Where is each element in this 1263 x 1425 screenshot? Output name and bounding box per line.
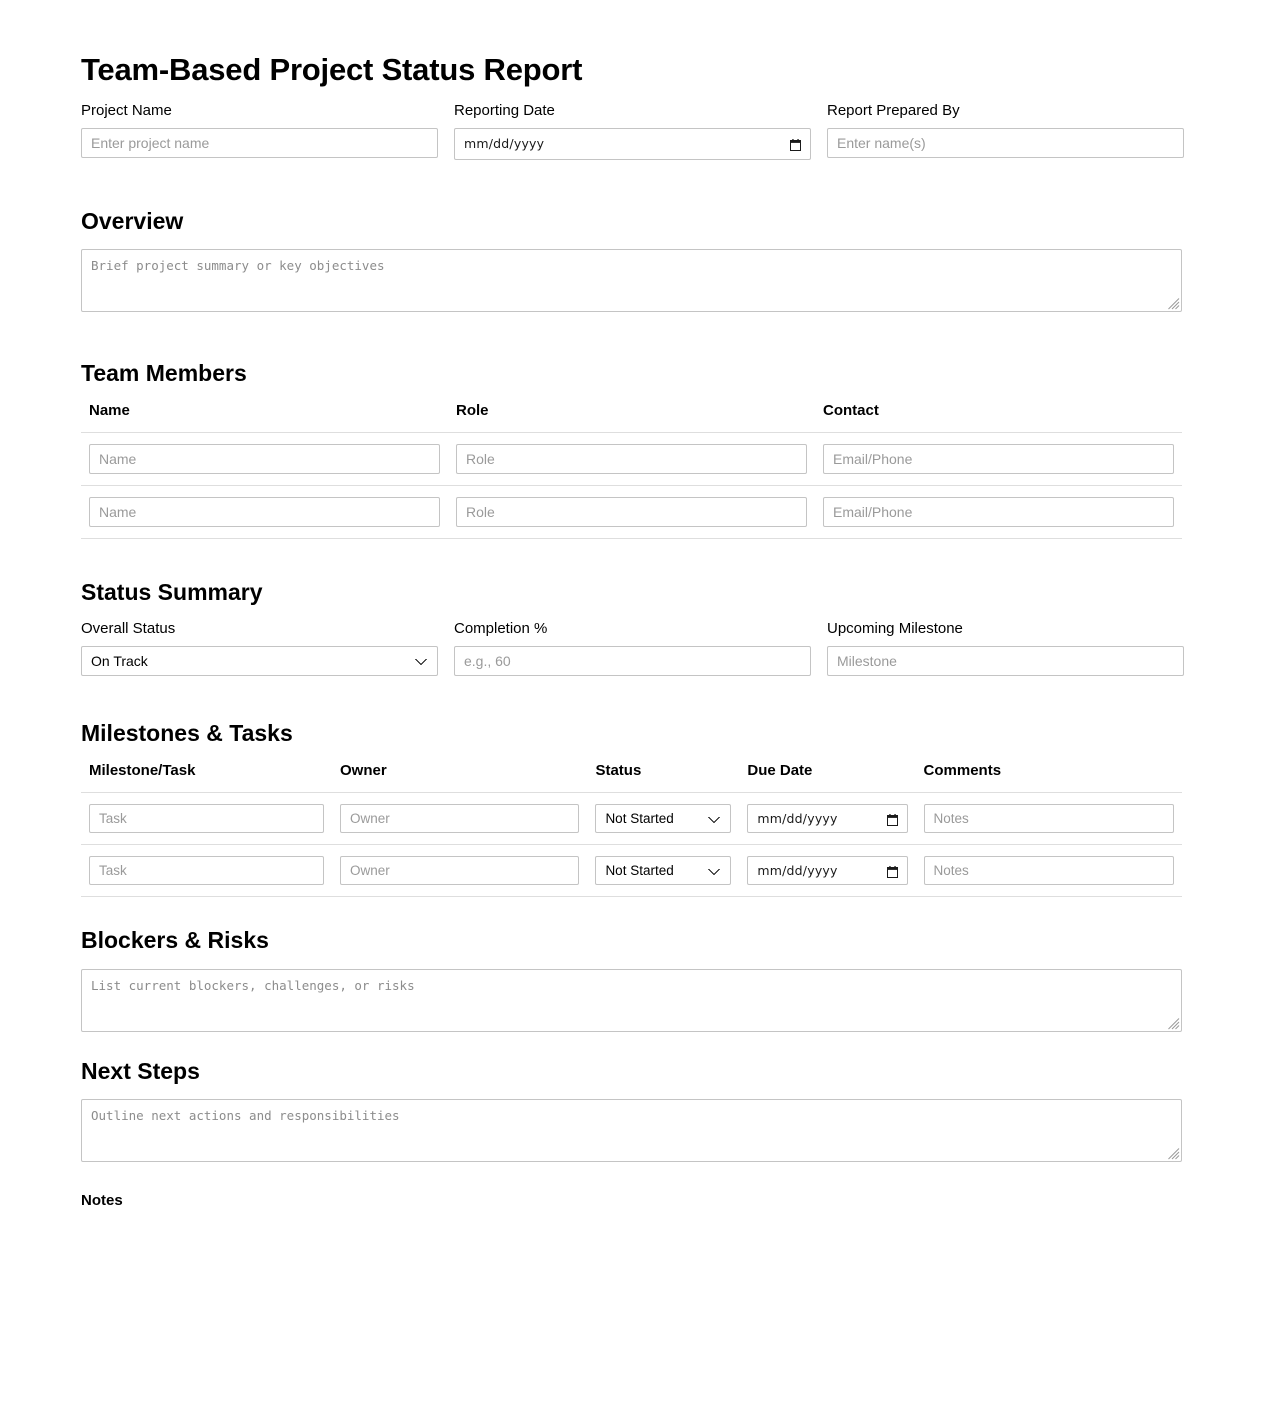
column-header-contact: Contact xyxy=(815,402,1182,433)
column-header-owner: Owner xyxy=(332,762,587,793)
cell-name xyxy=(81,432,448,485)
next-steps-textarea-wrap xyxy=(81,1099,1182,1162)
table-row xyxy=(81,845,1182,897)
reporting-date-placeholder: mm/dd/yyyy xyxy=(464,136,545,152)
cell-contact xyxy=(815,485,1182,538)
overview-textarea[interactable] xyxy=(81,249,1182,312)
milestones-section xyxy=(81,720,1182,897)
next-steps-title: Next Steps xyxy=(81,1057,200,1084)
upcoming-milestone-group xyxy=(827,620,1184,676)
upcoming-milestone-label: Upcoming Milestone xyxy=(827,620,963,638)
upcoming-milestone-input[interactable] xyxy=(827,646,1184,676)
milestones-tbody xyxy=(81,793,1182,897)
notes-section xyxy=(81,1192,1182,1210)
cell-owner xyxy=(332,793,587,845)
calendar-icon[interactable] xyxy=(790,138,801,150)
page-title: Team-Based Project Status Report xyxy=(81,52,583,87)
member-role-input-2[interactable] xyxy=(456,497,807,527)
member-role-input-1[interactable] xyxy=(456,444,807,474)
status-summary-section xyxy=(81,579,1182,677)
column-header-task: Milestone/Task xyxy=(81,762,332,793)
calendar-icon[interactable] xyxy=(887,813,898,825)
task-due-date-input-1[interactable] xyxy=(747,804,907,833)
cell-role xyxy=(448,485,815,538)
column-header-name: Name xyxy=(81,402,448,433)
reporting-date-input[interactable] xyxy=(454,128,811,160)
completion-label: Completion % xyxy=(454,620,548,638)
prepared-by-label: Report Prepared By xyxy=(827,101,960,119)
member-name-input-1[interactable] xyxy=(89,444,440,474)
cell-comments xyxy=(916,845,1182,897)
cell-owner xyxy=(332,845,587,897)
overall-status-select[interactable] xyxy=(81,646,438,676)
completion-group xyxy=(454,620,811,676)
notes-title: Notes xyxy=(81,1192,123,1210)
column-header-role: Role xyxy=(448,402,815,433)
blockers-textarea[interactable] xyxy=(81,969,1182,1032)
milestones-table xyxy=(81,762,1182,897)
prepared-by-input[interactable] xyxy=(827,128,1184,158)
milestones-title: Milestones & Tasks xyxy=(81,720,293,747)
project-name-label: Project Name xyxy=(81,101,172,119)
task-input-2[interactable] xyxy=(89,856,324,885)
team-members-thead xyxy=(81,402,1182,433)
cell-status xyxy=(587,793,739,845)
blockers-title: Blockers & Risks xyxy=(81,927,269,954)
next-steps-section xyxy=(81,1058,1182,1163)
blockers-section xyxy=(81,927,1182,1032)
milestones-thead xyxy=(81,762,1182,793)
calendar-icon[interactable] xyxy=(887,865,898,877)
status-summary-row xyxy=(81,620,1182,676)
task-due-date-placeholder-2: mm/dd/yyyy xyxy=(757,863,838,879)
table-row xyxy=(81,485,1182,538)
completion-input[interactable] xyxy=(454,646,811,676)
task-input-1[interactable] xyxy=(89,804,324,833)
team-members-section xyxy=(81,360,1182,539)
blockers-textarea-wrap xyxy=(81,969,1182,1032)
overview-title: Overview xyxy=(81,207,184,234)
overall-status-group xyxy=(81,620,438,676)
reporting-date-group xyxy=(454,102,811,160)
cell-due-date xyxy=(739,845,915,897)
cell-comments xyxy=(916,793,1182,845)
task-owner-input-2[interactable] xyxy=(340,856,579,885)
task-comments-input-2[interactable] xyxy=(924,856,1174,885)
team-members-title: Team Members xyxy=(81,360,247,387)
member-contact-input-2[interactable] xyxy=(823,497,1174,527)
team-members-header-row xyxy=(81,402,1182,433)
overall-status-label: Overall Status xyxy=(81,620,176,638)
column-header-due-date: Due Date xyxy=(739,762,915,793)
task-due-date-placeholder-1: mm/dd/yyyy xyxy=(757,811,838,827)
overview-textarea-wrap xyxy=(81,249,1182,312)
member-contact-input-1[interactable] xyxy=(823,444,1174,474)
reporting-date-label: Reporting Date xyxy=(454,101,555,119)
status-summary-title: Status Summary xyxy=(81,578,263,605)
table-row xyxy=(81,432,1182,485)
column-header-status: Status xyxy=(587,762,739,793)
task-due-date-input-2[interactable] xyxy=(747,856,907,885)
cell-contact xyxy=(815,432,1182,485)
task-status-select-2[interactable] xyxy=(595,856,731,885)
member-name-input-2[interactable] xyxy=(89,497,440,527)
table-row xyxy=(81,793,1182,845)
task-comments-input-1[interactable] xyxy=(924,804,1174,833)
column-header-comments: Comments xyxy=(916,762,1182,793)
header-fields-row xyxy=(81,102,1182,160)
task-owner-input-1[interactable] xyxy=(340,804,579,833)
cell-role xyxy=(448,432,815,485)
cell-task xyxy=(81,793,332,845)
cell-status xyxy=(587,845,739,897)
team-members-tbody xyxy=(81,432,1182,538)
overview-section xyxy=(81,208,1182,313)
cell-due-date xyxy=(739,793,915,845)
milestones-header-row xyxy=(81,762,1182,793)
prepared-by-group xyxy=(827,102,1184,160)
project-name-input[interactable] xyxy=(81,128,438,158)
team-members-table xyxy=(81,402,1182,539)
cell-name xyxy=(81,485,448,538)
next-steps-textarea[interactable] xyxy=(81,1099,1182,1162)
project-name-group xyxy=(81,102,438,160)
cell-task xyxy=(81,845,332,897)
task-status-select-1[interactable] xyxy=(595,804,731,833)
